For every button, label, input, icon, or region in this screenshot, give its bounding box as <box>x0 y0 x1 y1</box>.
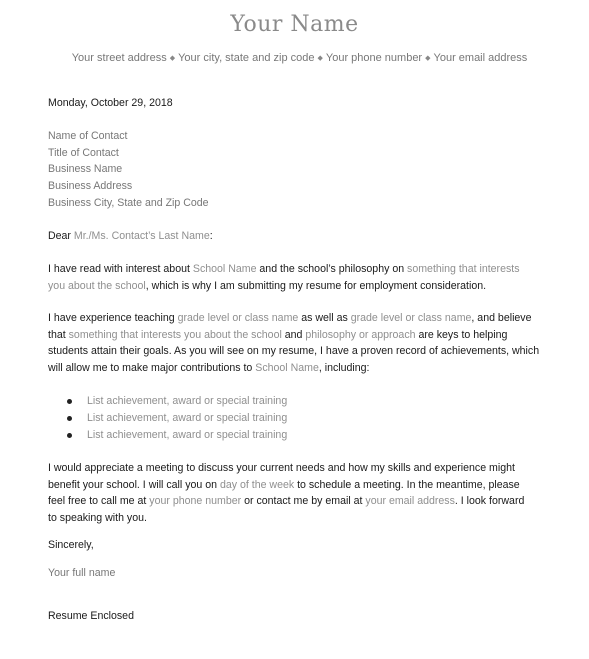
closing: Sincerely, <box>48 539 94 551</box>
text: I have experience teaching <box>48 312 178 324</box>
achievement-text: List achievement, award or special training <box>87 395 288 407</box>
salutation <box>48 228 548 245</box>
placeholder-school-name: School Name <box>192 263 257 275</box>
placeholder-phone: your phone number <box>149 495 242 508</box>
paragraph-1 <box>48 261 548 294</box>
enclosure-note: Resume Enclosed <box>48 610 134 622</box>
text: benefit your school. I will call you on <box>48 478 220 491</box>
salutation-suffix: : <box>209 230 213 242</box>
sender-email: Your email address <box>433 52 528 64</box>
placeholder-email: your email address <box>365 495 455 508</box>
recipient-contact-name: Name of Contact <box>48 130 128 142</box>
text: as well as <box>298 312 351 324</box>
text: feel free to call me at <box>48 495 150 508</box>
placeholder-interest: you about the school <box>48 279 146 292</box>
salutation-prefix: Dear <box>48 230 74 242</box>
signature-name: Your full name <box>48 567 116 579</box>
text: to schedule a meeting. In the meantime, please <box>294 478 520 491</box>
list-item <box>48 427 287 444</box>
placeholder-day: day of the week <box>219 478 295 491</box>
sender-name: Your Name <box>230 12 359 37</box>
list-item <box>48 393 287 410</box>
text: , including: <box>318 362 370 375</box>
paragraph-2 <box>48 310 548 377</box>
sender-contact-line <box>0 52 589 64</box>
bullet-icon <box>67 399 72 404</box>
letter-date: Monday, October 29, 2018 <box>48 97 173 109</box>
text: are keys to helping <box>415 328 508 341</box>
separator-diamond-icon: ◆ <box>425 55 431 62</box>
text: I have read with interest about <box>48 263 193 275</box>
placeholder-grade-level: grade level or class name <box>350 312 472 324</box>
separator-diamond-icon: ◆ <box>317 55 323 62</box>
text: . I look forward <box>454 495 525 508</box>
text: , which is why I am submitting my resume for employment consideration. <box>145 279 487 292</box>
placeholder-interest: something that interests you about the school <box>68 328 282 341</box>
text: and the school’s philosophy on <box>256 263 408 275</box>
sender-phone: Your phone number <box>325 52 423 64</box>
placeholder-grade-level: grade level or class name <box>177 312 299 324</box>
achievement-text: List achievement, award or special training <box>87 412 288 424</box>
recipient-block <box>48 128 548 212</box>
recipient-business-city: Business City, State and Zip Code <box>48 196 209 209</box>
text: students attain their goals. As you will see on my resume, I have a proven record of achievements, which <box>48 345 540 358</box>
achievement-text: List achievement, award or special training <box>87 429 288 441</box>
list-item <box>48 410 287 427</box>
text: to speaking with you. <box>48 512 147 525</box>
placeholder-interest: something that interests <box>407 263 520 275</box>
text: or contact me by email at <box>241 495 366 508</box>
recipient-business-address: Business Address <box>48 180 133 193</box>
sender-city: Your city, state and zip code <box>178 52 315 64</box>
recipient-business-name: Business Name <box>48 163 123 176</box>
paragraph-3 <box>48 460 548 527</box>
text: will allow me to make major contributions to <box>48 362 256 375</box>
text: , and believe <box>471 312 532 324</box>
placeholder-philosophy: philosophy or approach <box>305 328 416 341</box>
recipient-title: Title of Contact <box>48 146 119 159</box>
text: I would appreciate a meeting to discuss your current needs and how my skills and experience might <box>48 462 515 474</box>
achievements-list <box>48 393 287 444</box>
text: that <box>48 328 69 341</box>
separator-diamond-icon: ◆ <box>169 55 176 62</box>
text: and <box>281 328 306 341</box>
bullet-icon <box>67 416 72 421</box>
placeholder-school-name: School Name <box>255 362 319 375</box>
sender-street: Your street address <box>71 52 167 64</box>
salutation-name: Mr./Ms. Contact’s Last Name <box>73 230 210 242</box>
bullet-icon <box>67 433 72 438</box>
